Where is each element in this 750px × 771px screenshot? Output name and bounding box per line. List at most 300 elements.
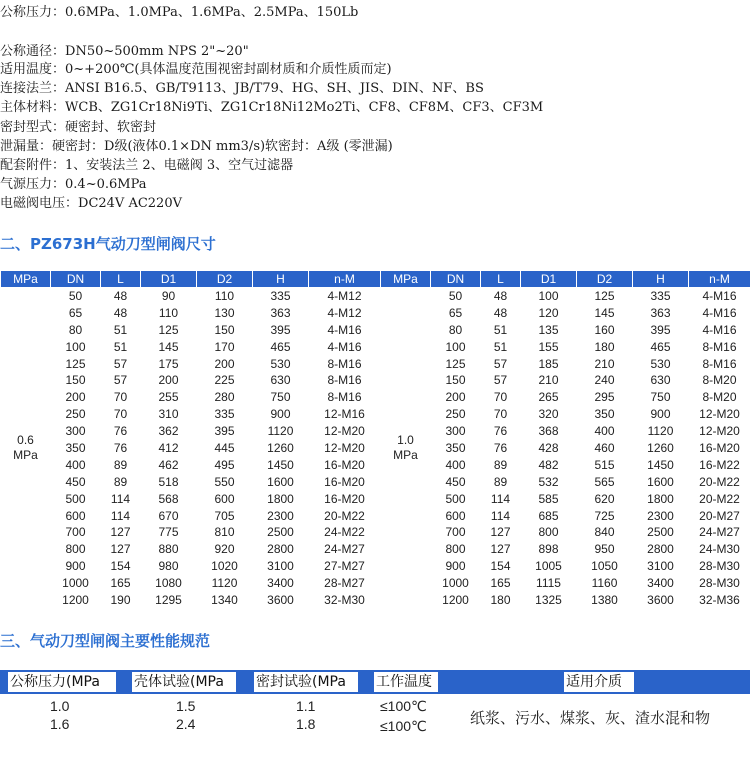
table-cell: 518 [158, 474, 179, 489]
table-cell: 550 [214, 474, 235, 489]
table-cell: 2500 [647, 525, 674, 540]
table-cell: 76 [113, 424, 128, 439]
table-cell: 400 [65, 457, 86, 472]
table-cell: 1450 [647, 457, 674, 472]
table-cell: 70 [493, 390, 508, 405]
table-cell: 12-M20 [324, 424, 365, 439]
table-cell: 190 [110, 592, 131, 607]
table-row [1, 321, 750, 338]
table-cell: 8-M16 [702, 339, 737, 354]
table-cell: 32-M30 [324, 592, 365, 607]
table-cell: 1000 [62, 576, 89, 591]
table-cell: 180 [490, 592, 511, 607]
table-cell: 3600 [647, 592, 674, 607]
table-cell: 250 [65, 407, 86, 422]
spec-line [0, 5, 358, 21]
table-cell: 154 [490, 559, 511, 574]
table-cell: 16-M20 [324, 491, 365, 506]
spec-line [0, 120, 156, 136]
spec-key: 公称压力： [0, 5, 66, 20]
table-cell: 515 [594, 457, 615, 472]
perf-cell: ≤100℃ [380, 718, 427, 734]
table-cell: 482 [538, 457, 559, 472]
spec-line [0, 81, 484, 97]
table-cell: 2500 [267, 525, 294, 540]
table-cell: 28-M30 [699, 576, 740, 591]
header-nominal-pressure: 公称压力(MPa [8, 672, 116, 692]
table-cell: 114 [110, 508, 131, 523]
table-cell: 800 [445, 542, 466, 557]
dimension-header-cell: DN [51, 271, 101, 288]
table-cell: 500 [445, 491, 466, 506]
table-cell: 150 [445, 373, 466, 388]
table-cell: 1450 [267, 457, 294, 472]
table-row [1, 558, 750, 575]
table-cell: 1340 [211, 592, 238, 607]
table-cell: 600 [65, 508, 86, 523]
spec-value: DN50~500mm NPS 2"~20" [65, 44, 249, 59]
table-row [1, 440, 750, 457]
table-cell: 12-M20 [699, 407, 740, 422]
table-cell: 280 [214, 390, 235, 405]
table-cell: 65 [448, 305, 463, 320]
table-cell: 4-M12 [327, 289, 362, 304]
table-cell: 1160 [591, 576, 618, 591]
table-row [1, 304, 750, 321]
table-cell: 127 [490, 542, 511, 557]
table-cell: 165 [110, 576, 131, 591]
table-cell: 130 [214, 305, 235, 320]
table-cell: 350 [65, 440, 86, 455]
table-cell: 57 [493, 373, 508, 388]
table-cell: 8-M16 [327, 390, 362, 405]
table-cell: 16-M22 [699, 457, 740, 472]
table-cell: 1295 [155, 592, 182, 607]
table-cell: 568 [158, 491, 179, 506]
table-cell: 530 [270, 356, 291, 371]
table-row [1, 288, 750, 305]
table-cell: 76 [493, 440, 508, 455]
table-cell: 2800 [267, 542, 294, 557]
table-cell: 3400 [647, 576, 674, 591]
table-row [1, 406, 750, 423]
table-cell: 335 [214, 407, 235, 422]
table-cell: 255 [158, 390, 179, 405]
dimension-header-cell: DN [431, 271, 481, 288]
table-cell: 800 [538, 525, 559, 540]
table-cell: 50 [68, 289, 83, 304]
table-cell: 900 [650, 407, 671, 422]
table-cell: 1050 [591, 559, 618, 574]
spec-key: 泄漏量： [0, 139, 53, 154]
table-cell: 20-M27 [699, 508, 740, 523]
table-cell: 51 [493, 339, 508, 354]
table-cell: 620 [594, 491, 615, 506]
spec-value: WCB、ZG1Cr18Ni9Ti、ZG1Cr18Ni12Mo2Ti、CF8、CF8M、CF3、CF3M [65, 100, 544, 115]
table-cell: 1120 [211, 576, 238, 591]
table-cell: 350 [594, 407, 615, 422]
spec-key: 密封型式： [0, 120, 66, 135]
table-cell: 362 [158, 424, 179, 439]
table-cell: 445 [214, 440, 235, 455]
spec-key: 气源压力： [0, 177, 66, 192]
spec-line [0, 100, 543, 116]
table-row [1, 575, 750, 592]
table-cell: 428 [538, 440, 559, 455]
spec-value: ANSI B16.5、GB/T9113、JB/T79、HG、SH、JIS、DIN、NF、BS [65, 81, 484, 96]
spec-key: 公称通径： [0, 44, 66, 59]
spec-key: 配套附件： [0, 158, 66, 173]
table-cell: 335 [270, 289, 291, 304]
table-cell: 2300 [647, 508, 674, 523]
table-cell: 175 [158, 356, 179, 371]
header-media: 适用介质 [564, 672, 634, 692]
table-cell: 89 [113, 474, 128, 489]
table-cell: 210 [538, 373, 559, 388]
table-cell: 1005 [535, 559, 562, 574]
table-cell: 4-M16 [702, 289, 737, 304]
table-cell: 395 [270, 322, 291, 337]
table-cell: 295 [594, 390, 615, 405]
table-cell: 725 [594, 508, 615, 523]
dimension-header-cell: L [481, 271, 521, 288]
table-cell: 500 [65, 491, 86, 506]
table-cell: 840 [594, 525, 615, 540]
table-cell: 1020 [211, 559, 238, 574]
table-row [1, 490, 750, 507]
table-cell: 1800 [267, 491, 294, 506]
performance-table-header [0, 670, 750, 694]
table-cell: 16-M20 [324, 457, 365, 472]
spec-value: 0.6MPa、1.0MPa、1.6MPa、2.5MPa、150Lb [65, 5, 359, 20]
table-cell: 100 [65, 339, 86, 354]
table-cell: 1120 [267, 424, 294, 439]
table-cell: 110 [214, 289, 235, 304]
table-cell: 705 [214, 508, 235, 523]
table-cell: 530 [650, 356, 671, 371]
table-cell: 80 [448, 322, 463, 337]
spec-line [0, 44, 249, 60]
table-row [1, 541, 750, 558]
table-cell: 165 [490, 576, 511, 591]
table-cell: 154 [110, 559, 131, 574]
table-cell: 200 [65, 390, 86, 405]
perf-cell: 2.4 [176, 716, 196, 732]
table-cell: 4-M16 [327, 339, 362, 354]
table-cell: 300 [445, 424, 466, 439]
table-cell: 1120 [647, 424, 674, 439]
table-cell: 12-M20 [699, 424, 740, 439]
table-cell: 465 [270, 339, 291, 354]
table-cell: 80 [68, 322, 83, 337]
table-cell: 114 [490, 508, 511, 523]
spec-value: 1、安装法兰 2、电磁阀 3、空气过滤器 [65, 158, 294, 173]
dimension-header-cell: n-M [689, 271, 750, 288]
table-cell: 450 [65, 474, 86, 489]
table-cell: 3100 [647, 559, 674, 574]
table-cell: 950 [594, 542, 615, 557]
table-cell: 8-M20 [702, 390, 737, 405]
table-cell: 4-M16 [327, 322, 362, 337]
table-cell: 1000 [442, 576, 469, 591]
table-cell: 600 [214, 491, 235, 506]
table-cell: 70 [493, 407, 508, 422]
table-cell: 16-M20 [324, 474, 365, 489]
table-cell: 180 [594, 339, 615, 354]
spec-value: DC24V AC220V [78, 196, 182, 211]
table-row [1, 338, 750, 355]
table-cell: 465 [650, 339, 671, 354]
table-cell: 125 [65, 356, 86, 371]
perf-cell: 1.6 [50, 716, 70, 732]
table-cell: 1115 [536, 576, 561, 591]
header-working-temp: 工作温度 [374, 672, 438, 692]
dimension-header-cell: H [633, 271, 689, 288]
table-cell: 48 [493, 289, 508, 304]
section-dimensions-title: 二、PZ673H气动刀型闸阀尺寸 [0, 235, 216, 253]
spec-key: 连接法兰： [0, 81, 66, 96]
table-cell: 1600 [647, 474, 674, 489]
table-row [1, 372, 750, 389]
table-cell: 70 [113, 407, 128, 422]
table-cell: 4-M12 [327, 305, 362, 320]
table-cell: 145 [594, 305, 615, 320]
table-cell: 32-M36 [699, 592, 740, 607]
table-cell: 8-M16 [327, 356, 362, 371]
table-cell: 57 [113, 356, 128, 371]
table-cell: 70 [113, 390, 128, 405]
table-cell: 200 [445, 390, 466, 405]
table-cell: 1200 [62, 592, 89, 607]
table-cell: 2800 [647, 542, 674, 557]
perf-cell: 1.1 [296, 698, 316, 714]
table-cell: 700 [65, 525, 86, 540]
table-cell: 160 [594, 322, 615, 337]
table-cell: 3100 [267, 559, 294, 574]
dimension-header-cell: n-M [309, 271, 381, 288]
spec-key: 电磁阀电压： [0, 196, 79, 211]
perf-media-text: 纸浆、污水、煤浆、灰、渣水混和物 [470, 709, 711, 727]
perf-cell: 1.8 [296, 716, 316, 732]
table-cell: 265 [538, 390, 559, 405]
table-cell: 1200 [442, 592, 469, 607]
dimension-header-cell: D2 [197, 271, 253, 288]
header-seal-test: 密封试验(MPa [254, 672, 358, 692]
table-cell: 76 [113, 440, 128, 455]
dimension-header-cell: L [101, 271, 141, 288]
table-cell: 57 [113, 373, 128, 388]
spec-line [0, 196, 182, 212]
table-row [1, 456, 750, 473]
dimension-header-cell: D2 [577, 271, 633, 288]
spec-line [0, 139, 393, 155]
table-row [1, 355, 750, 372]
dimension-table [0, 270, 750, 608]
table-cell: 3600 [267, 592, 294, 607]
table-cell: 630 [270, 373, 291, 388]
table-cell: 20-M22 [324, 508, 365, 523]
table-cell: 210 [594, 356, 615, 371]
table-cell: 4-M16 [702, 322, 737, 337]
table-cell: 145 [158, 339, 179, 354]
table-cell: 125 [594, 289, 615, 304]
table-cell: 114 [110, 491, 131, 506]
table-cell: 300 [65, 424, 86, 439]
table-cell: 48 [113, 305, 128, 320]
perf-cell: 1.5 [176, 698, 196, 714]
table-cell: 368 [538, 424, 559, 439]
table-cell: 775 [158, 525, 179, 540]
table-cell: 1600 [267, 474, 294, 489]
table-cell: 12-M20 [324, 440, 365, 455]
table-cell: 24-M22 [324, 525, 365, 540]
table-cell: 150 [214, 322, 235, 337]
table-cell: 120 [538, 305, 559, 320]
table-cell: 4-M16 [702, 305, 737, 320]
table-row [1, 389, 750, 406]
table-cell: 920 [214, 542, 235, 557]
table-cell: 48 [493, 305, 508, 320]
table-cell: 1080 [155, 576, 182, 591]
table-cell: 412 [158, 440, 179, 455]
table-cell: 200 [214, 356, 235, 371]
table-cell: 8-M16 [327, 373, 362, 388]
table-cell: 51 [493, 322, 508, 337]
spec-line [0, 158, 293, 174]
table-cell: 51 [113, 339, 128, 354]
table-cell: 495 [214, 457, 235, 472]
table-cell: 135 [538, 322, 559, 337]
table-cell: 240 [594, 373, 615, 388]
table-row [1, 473, 750, 490]
spec-value: 0~+200℃(具体温度范围视密封副材质和介质性质而定) [65, 62, 392, 77]
table-cell: 48 [113, 289, 128, 304]
dimension-header-cell: D1 [141, 271, 197, 288]
table-cell: 980 [158, 559, 179, 574]
pressure-class-cell: 0.6 MPa [13, 433, 38, 463]
spec-key: 主体材料： [0, 100, 66, 115]
table-cell: 460 [594, 440, 615, 455]
table-cell: 90 [161, 289, 176, 304]
table-cell: 350 [445, 440, 466, 455]
table-cell: 450 [445, 474, 466, 489]
table-row [1, 524, 750, 541]
table-cell: 1260 [267, 440, 294, 455]
table-cell: 400 [445, 457, 466, 472]
dimension-header-cell: MPa [1, 271, 51, 288]
table-cell: 1260 [647, 440, 674, 455]
table-cell: 532 [538, 474, 559, 489]
table-cell: 24-M30 [699, 542, 740, 557]
spec-value: 0.4~0.6MPa [65, 177, 147, 192]
table-row [1, 592, 750, 609]
table-cell: 89 [493, 457, 508, 472]
table-cell: 20-M22 [699, 474, 740, 489]
table-cell: 170 [214, 339, 235, 354]
table-cell: 114 [490, 491, 511, 506]
table-cell: 110 [158, 305, 179, 320]
spec-value: 硬密封、软密封 [65, 120, 157, 135]
table-cell: 600 [445, 508, 466, 523]
table-cell: 750 [650, 390, 671, 405]
table-cell: 127 [110, 525, 131, 540]
table-cell: 462 [158, 457, 179, 472]
table-cell: 1380 [591, 592, 618, 607]
dimension-header-cell: D1 [521, 271, 577, 288]
table-cell: 20-M22 [699, 491, 740, 506]
table-cell: 810 [214, 525, 235, 540]
table-cell: 76 [493, 424, 508, 439]
table-cell: 28-M30 [699, 559, 740, 574]
table-cell: 89 [493, 474, 508, 489]
table-cell: 225 [214, 373, 235, 388]
table-cell: 700 [445, 525, 466, 540]
table-cell: 100 [445, 339, 466, 354]
table-cell: 57 [493, 356, 508, 371]
table-cell: 65 [68, 305, 83, 320]
table-cell: 28-M27 [324, 576, 365, 591]
header-shell-test: 壳体试验(MPa [132, 672, 236, 692]
table-cell: 335 [650, 289, 671, 304]
table-cell: 320 [538, 407, 559, 422]
table-cell: 1800 [647, 491, 674, 506]
table-cell: 900 [445, 559, 466, 574]
table-cell: 395 [214, 424, 235, 439]
table-cell: 898 [538, 542, 559, 557]
table-cell: 750 [270, 390, 291, 405]
table-cell: 3400 [267, 576, 294, 591]
table-cell: 50 [448, 289, 463, 304]
table-cell: 250 [445, 407, 466, 422]
table-cell: 127 [110, 542, 131, 557]
table-cell: 310 [158, 407, 179, 422]
table-cell: 8-M20 [702, 373, 737, 388]
table-cell: 565 [594, 474, 615, 489]
perf-cell: ≤100℃ [380, 698, 427, 714]
table-cell: 363 [650, 305, 671, 320]
table-cell: 24-M27 [699, 525, 740, 540]
table-cell: 900 [270, 407, 291, 422]
table-cell: 800 [65, 542, 86, 557]
table-cell: 12-M16 [324, 407, 365, 422]
table-cell: 89 [113, 457, 128, 472]
section-performance-title: 三、气动刀型闸阀主要性能规范 [0, 632, 211, 650]
table-cell: 150 [65, 373, 86, 388]
table-cell: 8-M16 [702, 356, 737, 371]
table-row [1, 507, 750, 524]
pressure-class-cell: 1.0 MPa [393, 433, 418, 463]
table-cell: 2300 [267, 508, 294, 523]
perf-cell: 1.0 [50, 698, 70, 714]
dimension-header-cell: H [253, 271, 309, 288]
table-cell: 630 [650, 373, 671, 388]
dimension-header-cell: MPa [381, 271, 431, 288]
table-cell: 125 [158, 322, 179, 337]
table-cell: 585 [538, 491, 559, 506]
table-cell: 51 [113, 322, 128, 337]
spec-key: 适用温度： [0, 62, 66, 77]
table-cell: 24-M27 [324, 542, 365, 557]
table-cell: 155 [538, 339, 559, 354]
table-cell: 27-M27 [324, 559, 365, 574]
table-cell: 400 [594, 424, 615, 439]
table-cell: 685 [538, 508, 559, 523]
table-cell: 1325 [535, 592, 562, 607]
table-cell: 100 [538, 289, 559, 304]
spec-line [0, 62, 392, 78]
table-cell: 880 [158, 542, 179, 557]
table-cell: 16-M20 [699, 440, 740, 455]
